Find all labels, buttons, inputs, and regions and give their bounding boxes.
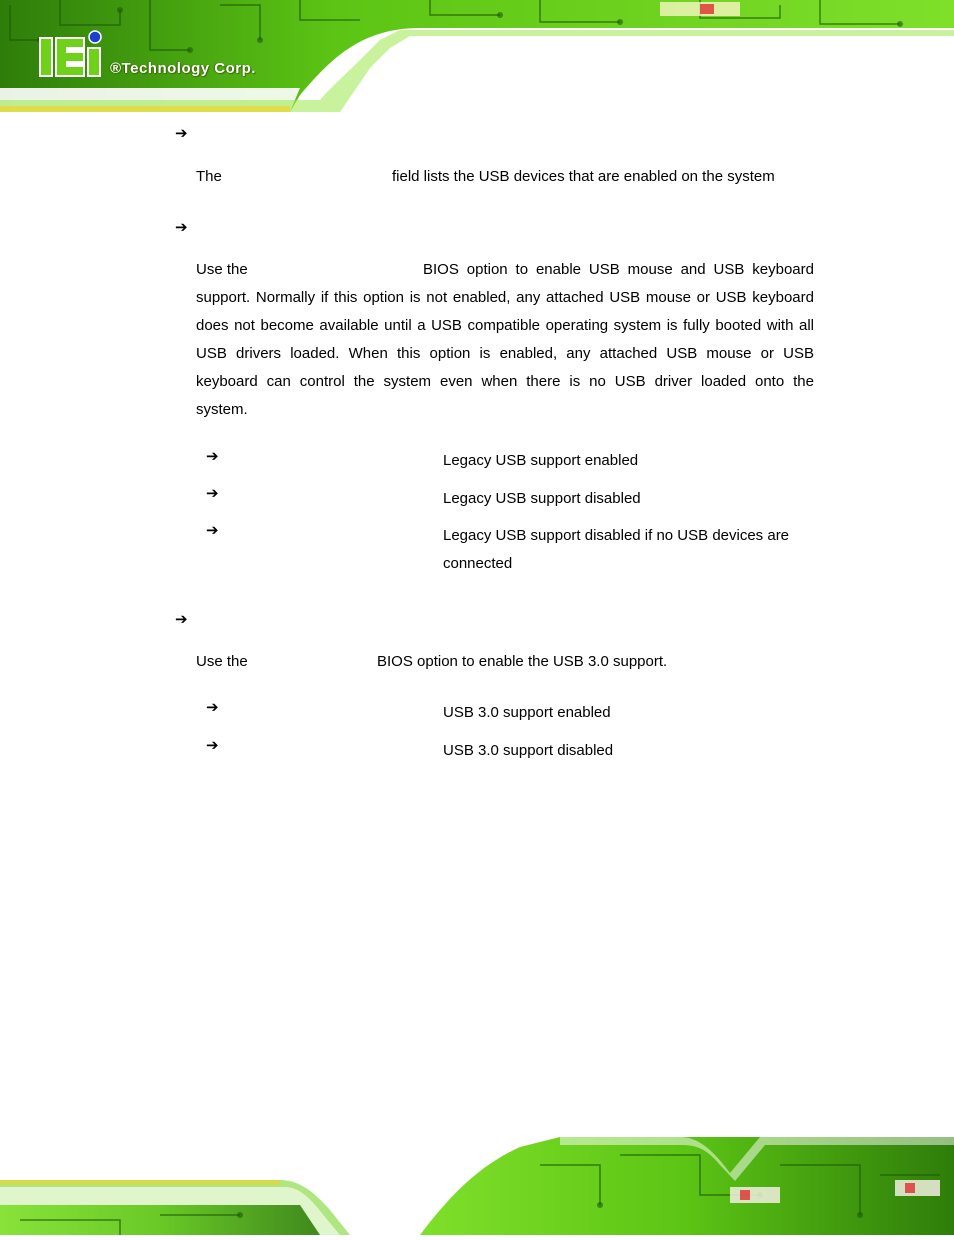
legacy-option-enabled-desc: Legacy USB support enabled [443,452,639,469]
usb3-option-disabled-desc: USB 3.0 support disabled [443,742,614,759]
iei-logo-icon [38,30,108,83]
usb3-intro-end: BIOS option to enable the USB 3.0 support. [377,653,668,670]
option-arrow-icon: ➔ [206,484,219,502]
usb-devices-intro-start: The [196,168,222,185]
header-banner [0,0,954,112]
usb-devices-intro-end: field lists the USB devices that are enabled on the system [392,168,775,185]
paragraph-line: support. Normally if this option is not enabled, any attached USB mouse or USB keyboard [196,289,814,306]
footer-banner [0,1125,954,1235]
bullet-arrow-icon: ➔ [175,218,188,236]
legacy-option-auto-desc: Legacy USB support disabled if no USB devices are [443,527,790,544]
paragraph-line: does not become available until a USB compatible operating system is fully booted with all [196,317,814,334]
legacy-usb-paragraph [196,284,814,424]
pcb-header-graphic [0,0,954,112]
legacy-usb-para-line1-start: Use the [196,261,248,278]
paragraph-line: system. [196,401,248,418]
usb3-intro-start: Use the [196,653,248,670]
option-arrow-icon: ➔ [206,698,219,716]
pcb-footer-graphic [0,1125,954,1235]
legacy-option-auto-desc-cont: connected [443,555,513,572]
usb3-option-enabled-desc: USB 3.0 support enabled [443,704,611,721]
paragraph-line: keyboard can control the system even when there is no USB driver loaded onto the [196,373,814,390]
legacy-usb-para-line1-end: BIOS option to enable USB mouse and USB keyboard [423,261,814,278]
option-arrow-icon: ➔ [206,521,219,539]
option-arrow-icon: ➔ [206,736,219,754]
legacy-option-disabled-desc: Legacy USB support disabled [443,490,641,507]
paragraph-line: USB drivers loaded. When this option is enabled, any attached USB mouse or USB [196,345,814,362]
option-arrow-icon: ➔ [206,447,219,465]
bullet-arrow-icon: ➔ [175,124,188,142]
bullet-arrow-icon: ➔ [175,610,188,628]
company-name: ®Technology Corp. [110,60,256,77]
